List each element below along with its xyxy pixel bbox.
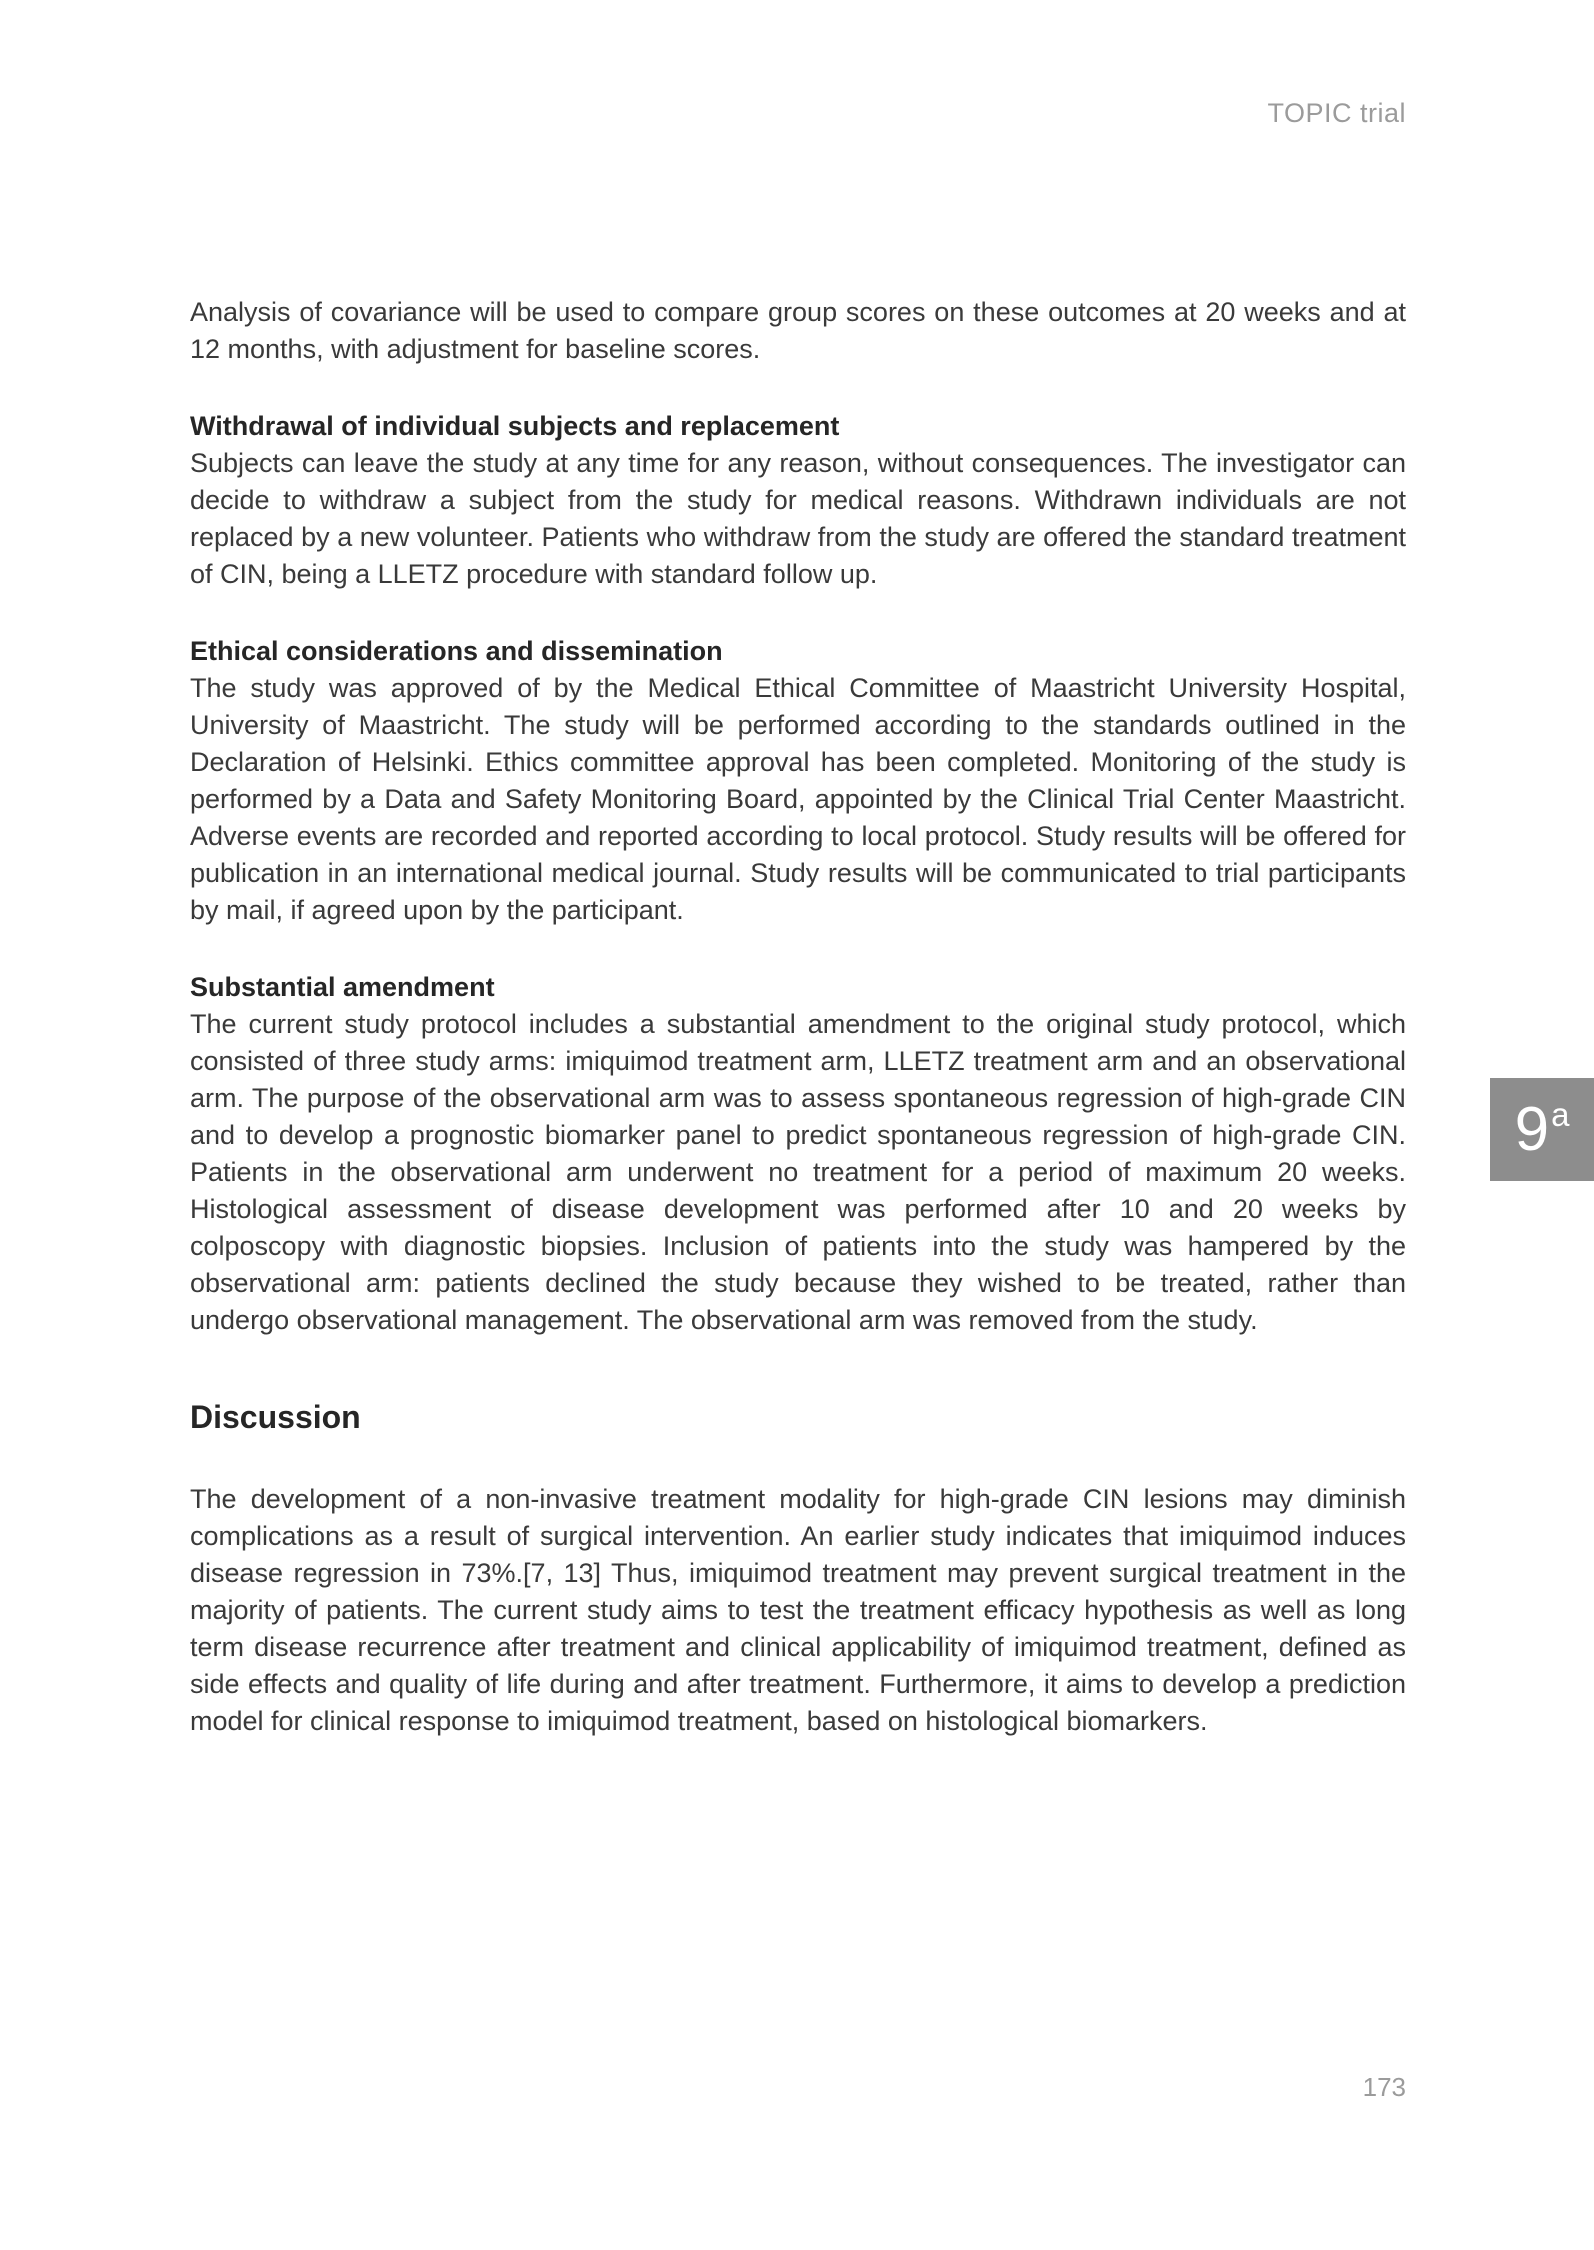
section-heading-ethical-considerations: Ethical considerations and dissemination <box>190 636 723 666</box>
section-heading-withdrawal: Withdrawal of individual subjects and replacement <box>190 411 840 441</box>
section-heading-discussion: Discussion <box>190 1399 361 1435</box>
paragraph-discussion: The development of a non-invasive treatment modality for high-grade CIN lesions may diminish complications as a result of surgical intervention. An earlier study indicates that imiquimod induces disease regression in 73%.[7, 13] Thus, imiquimod treatment may prevent surgical treatment in the majority of patients. The current study aims to test the treatment efficacy hypothesis as well as long term disease recurrence after treatment and clinical applicability of imiquimod treatment, defined as side effects and quality of life during and after treatment. Furthermore, it aims to develop a prediction model for clinical response to imiquimod treatment, based on histological biomarkers. <box>190 1484 1406 1736</box>
chapter-tab <box>1490 1078 1594 1181</box>
running-header: TOPIC trial <box>1267 98 1406 128</box>
paragraph-analysis-of-covariance: Analysis of covariance will be used to compare group scores on these outcomes at 20 weeks and at 12 months, with adjustment for baseline scores. <box>190 297 1406 364</box>
paragraph-substantial-amendment: The current study protocol includes a substantial amendment to the original study protocol, which consisted of three study arms: imiquimod treatment arm, LLETZ treatment arm and an observational arm. The purpose of the observational arm was to assess spontaneous regression of high-grade CIN and to develop a prognostic biomarker panel to predict spontaneous regression of high-grade CIN. Patients in the observational arm underwent no treatment for a period of maximum 20 weeks. Histological assessment of disease development was performed after 10 and 20 weeks by colposcopy with diagnostic biopsies. Inclusion of patients into the study was hampered by the observational arm: patients declined the study because they wished to be treated, rather than undergo observational management. The observational arm was removed from the study. <box>190 1009 1406 1335</box>
chapter-number: 9 <box>1514 1094 1550 1164</box>
chapter-suffix: a <box>1551 1096 1570 1133</box>
page-number: 173 <box>1362 2072 1406 2102</box>
paragraph-withdrawal: Subjects can leave the study at any time for any reason, without consequences. The investigator can decide to withdraw a subject from the study for medical reasons. Withdrawn individuals are not replaced by a new volunteer. Patients who withdraw from the study are offered the standard treatment of CIN, being a LLETZ procedure with standard follow up. <box>190 448 1406 589</box>
section-heading-substantial-amendment: Substantial amendment <box>190 972 495 1002</box>
paragraph-ethical-considerations: The study was approved of by the Medical Ethical Committee of Maastricht University Hospital, University of Maastricht. The study will be performed according to the standards outlined in the Declaration of Helsinki. Ethics committee approval has been completed. Monitoring of the study is performed by a Data and Safety Monitoring Board, appointed by the Clinical Trial Center Maastricht. Adverse events are recorded and reported according to local protocol. Study results will be offered for publication in an international medical journal. Study results will be communicated to trial participants by mail, if agreed upon by the participant. <box>190 673 1406 925</box>
text-column <box>190 0 1406 1740</box>
